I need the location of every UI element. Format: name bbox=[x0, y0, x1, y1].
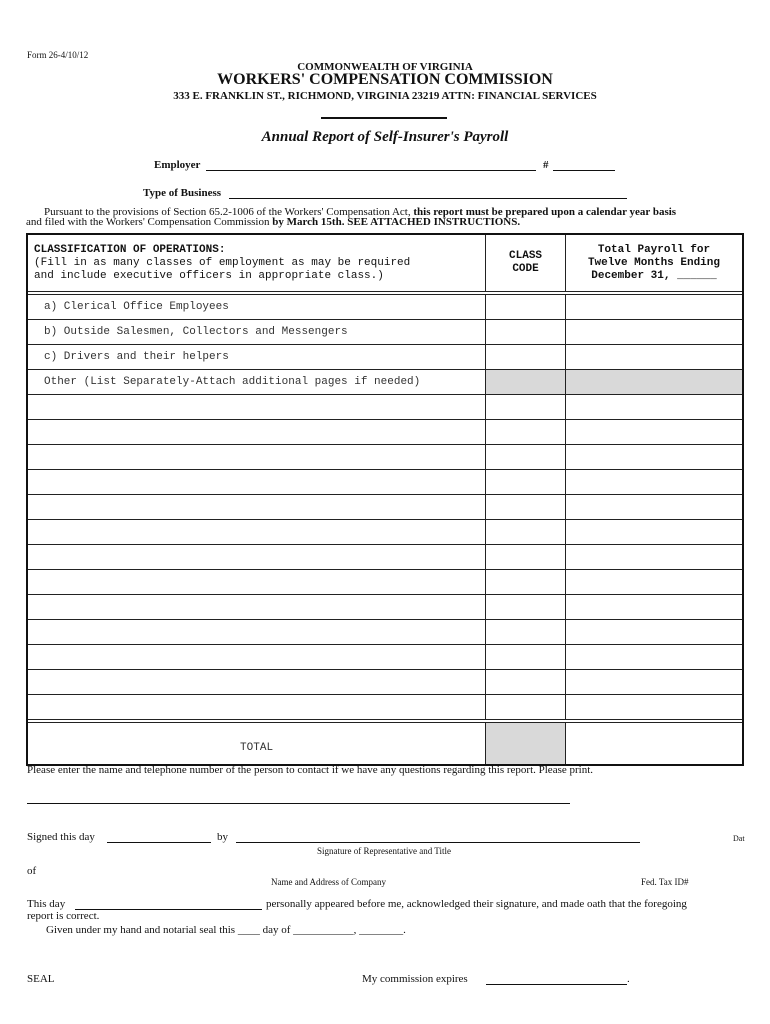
payroll-cell[interactable] bbox=[565, 520, 743, 545]
class-code-cell[interactable] bbox=[486, 495, 566, 520]
payroll-cell[interactable] bbox=[565, 670, 743, 695]
this-day-label: This day bbox=[27, 898, 66, 910]
class-code-cell bbox=[486, 370, 566, 395]
payroll-table bbox=[26, 233, 744, 766]
table-row bbox=[27, 320, 743, 345]
table-row bbox=[27, 420, 743, 445]
total-class-code-cell bbox=[486, 723, 566, 766]
payroll-header-line3: December 31, ______ bbox=[591, 269, 717, 282]
type-of-business-field[interactable] bbox=[229, 198, 627, 199]
class-code-cell[interactable] bbox=[486, 545, 566, 570]
class-code-cell[interactable] bbox=[486, 345, 566, 370]
class-code-header-line2: CODE bbox=[512, 263, 539, 275]
header-address: 333 E. FRANKLIN ST., RICHMOND, VIRGINIA 23219 ATTN: FINANCIAL SERVICES bbox=[173, 90, 597, 102]
class-code-cell[interactable] bbox=[486, 670, 566, 695]
payroll-cell[interactable] bbox=[565, 395, 743, 420]
table-row bbox=[27, 345, 743, 370]
table-row bbox=[27, 470, 743, 495]
payroll-header-line2: Twelve Months Ending bbox=[587, 256, 720, 269]
signed-day-field[interactable] bbox=[107, 842, 211, 843]
date-label: Dat bbox=[733, 834, 745, 843]
row-label[interactable] bbox=[27, 670, 486, 695]
class-code-cell[interactable] bbox=[486, 420, 566, 445]
payroll-cell[interactable] bbox=[565, 695, 743, 720]
payroll-header-line1: Total Payroll for bbox=[597, 243, 711, 256]
row-label[interactable] bbox=[27, 570, 486, 595]
payroll-header bbox=[565, 234, 743, 292]
row-label[interactable] bbox=[27, 495, 486, 520]
payroll-cell[interactable] bbox=[565, 295, 743, 320]
row-label[interactable] bbox=[27, 470, 486, 495]
row-label: c) Drivers and their helpers bbox=[27, 345, 486, 370]
row-label: b) Outside Salesmen, Collectors and Messengers bbox=[27, 320, 486, 345]
table-row bbox=[27, 545, 743, 570]
payroll-cell[interactable] bbox=[565, 595, 743, 620]
classification-header-note1: (Fill in as many classes of employment as may be required bbox=[34, 256, 411, 269]
employer-label: Employer bbox=[154, 159, 201, 171]
of-label: of bbox=[27, 865, 37, 877]
intro-text-1: Pursuant to the provisions of Section 65.2-1006 of the Workers' Compensation Act, bbox=[44, 206, 414, 218]
classification-header-title: CLASSIFICATION OF OPERATIONS: bbox=[34, 243, 226, 256]
payroll-cell[interactable] bbox=[565, 570, 743, 595]
class-code-cell[interactable] bbox=[486, 695, 566, 720]
table-row bbox=[27, 670, 743, 695]
class-code-cell[interactable] bbox=[486, 295, 566, 320]
company-caption: Name and Address of Company bbox=[271, 877, 386, 887]
table-row bbox=[27, 695, 743, 720]
signed-label: Signed this day bbox=[27, 831, 95, 843]
row-label[interactable] bbox=[27, 395, 486, 420]
total-payroll-cell[interactable] bbox=[565, 723, 743, 766]
total-label: TOTAL bbox=[27, 723, 486, 766]
form-id: Form 26-4/10/12 bbox=[27, 50, 89, 60]
payroll-cell[interactable] bbox=[565, 470, 743, 495]
table-row bbox=[27, 370, 743, 395]
appeared-text: personally appeared before me, acknowledged their signature, and made oath that the foregoing bbox=[266, 898, 687, 910]
contact-instructions: Please enter the name and telephone number of the person to contact if we have any questions regarding this report. Please print. bbox=[27, 764, 594, 776]
table-row bbox=[27, 295, 743, 320]
commission-label: My commission expires bbox=[362, 973, 468, 985]
payroll-cell[interactable] bbox=[565, 320, 743, 345]
table-header-row bbox=[27, 234, 743, 292]
class-code-cell[interactable] bbox=[486, 520, 566, 545]
number-label: # bbox=[543, 159, 549, 171]
table-row bbox=[27, 395, 743, 420]
intro-text-2: this report must be prepared upon a calendar year basis bbox=[413, 206, 677, 218]
payroll-cell[interactable] bbox=[565, 445, 743, 470]
class-code-cell[interactable] bbox=[486, 320, 566, 345]
table-row bbox=[27, 445, 743, 470]
row-label[interactable] bbox=[27, 645, 486, 670]
row-label[interactable] bbox=[27, 445, 486, 470]
signature-caption: Signature of Representative and Title bbox=[317, 846, 451, 856]
payroll-cell[interactable] bbox=[565, 345, 743, 370]
payroll-cell bbox=[565, 370, 743, 395]
class-code-cell[interactable] bbox=[486, 470, 566, 495]
header-title: WORKERS' COMPENSATION COMMISSION bbox=[217, 71, 553, 88]
commission-expires-field[interactable] bbox=[486, 984, 627, 985]
row-label: Other (List Separately-Attach additional pages if needed) bbox=[27, 370, 486, 395]
intro-text-3: and filed with the Workers' Compensation Commission bbox=[26, 216, 273, 228]
class-code-cell[interactable] bbox=[486, 645, 566, 670]
classification-header-note2: and include executive officers in appropriate class.) bbox=[34, 269, 384, 282]
given-text: Given under my hand and notarial seal this ____ day of ___________, ________. bbox=[46, 924, 406, 936]
signature-field[interactable] bbox=[236, 842, 640, 843]
row-label[interactable] bbox=[27, 545, 486, 570]
type-of-business-label: Type of Business bbox=[143, 187, 222, 199]
table-row bbox=[27, 620, 743, 645]
contact-field[interactable] bbox=[27, 803, 570, 804]
table-row bbox=[27, 520, 743, 545]
row-label: a) Clerical Office Employees bbox=[27, 295, 486, 320]
row-label[interactable] bbox=[27, 595, 486, 620]
class-code-cell[interactable] bbox=[486, 620, 566, 645]
intro-text-4: by March 15th. SEE ATTACHED INSTRUCTIONS. bbox=[272, 216, 521, 228]
appeared-name-field[interactable] bbox=[75, 909, 262, 910]
employer-field[interactable] bbox=[206, 170, 536, 171]
page-title: Annual Report of Self-Insurer's Payroll bbox=[261, 129, 509, 145]
class-code-cell[interactable] bbox=[486, 445, 566, 470]
row-label[interactable] bbox=[27, 420, 486, 445]
report-correct-text: report is correct. bbox=[27, 910, 100, 922]
classification-header bbox=[27, 234, 486, 292]
by-label: by bbox=[217, 831, 228, 843]
seal-label: SEAL bbox=[27, 973, 55, 985]
table-row bbox=[27, 570, 743, 595]
header-line1: COMMONWEALTH OF VIRGINIA bbox=[297, 61, 473, 73]
fed-tax-caption: Fed. Tax ID# bbox=[641, 877, 689, 887]
payroll-cell[interactable] bbox=[565, 420, 743, 445]
table-row bbox=[27, 495, 743, 520]
class-code-header bbox=[486, 234, 566, 292]
header-divider bbox=[321, 117, 447, 119]
row-label[interactable] bbox=[27, 520, 486, 545]
payroll-cell[interactable] bbox=[565, 495, 743, 520]
intro-paragraph bbox=[26, 207, 746, 227]
payroll-cell[interactable] bbox=[565, 620, 743, 645]
number-field[interactable] bbox=[553, 170, 615, 171]
payroll-cell[interactable] bbox=[565, 645, 743, 670]
period: . bbox=[627, 973, 630, 985]
table-row bbox=[27, 595, 743, 620]
total-row bbox=[27, 723, 743, 766]
payroll-cell[interactable] bbox=[565, 545, 743, 570]
class-code-cell[interactable] bbox=[486, 570, 566, 595]
row-label[interactable] bbox=[27, 620, 486, 645]
class-code-cell[interactable] bbox=[486, 595, 566, 620]
table-row bbox=[27, 645, 743, 670]
class-code-cell[interactable] bbox=[486, 395, 566, 420]
class-code-header-line1: CLASS bbox=[509, 250, 543, 262]
row-label[interactable] bbox=[27, 695, 486, 720]
